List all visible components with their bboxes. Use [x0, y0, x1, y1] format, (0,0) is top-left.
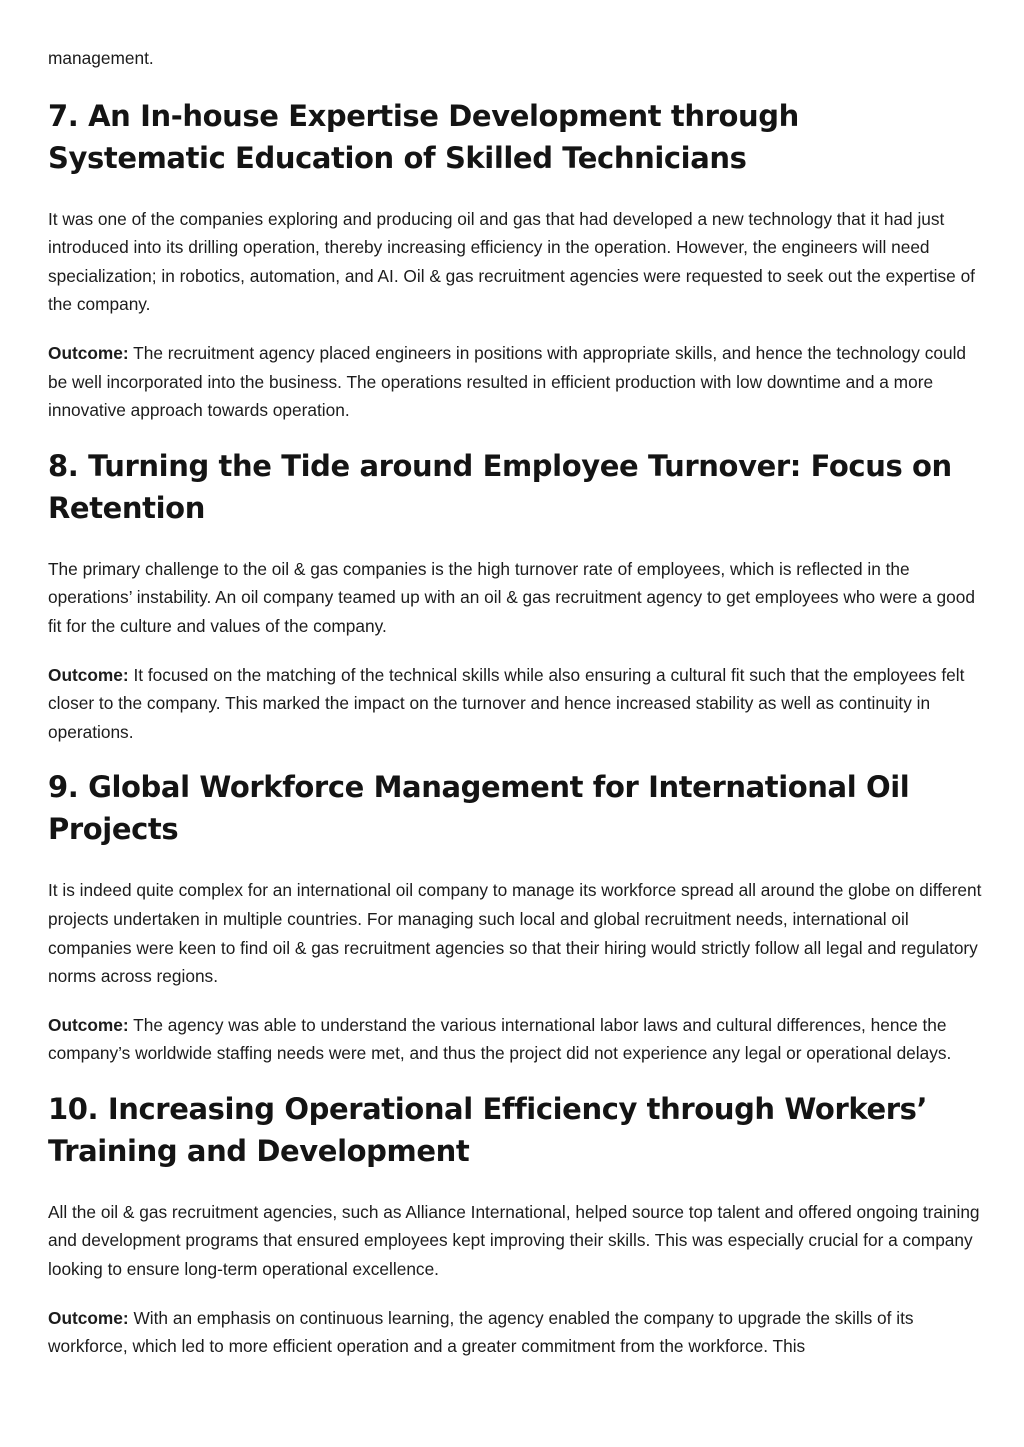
section-body: It is indeed quite complex for an international oil company to manage its workforce spread all around the globe on different projects undertaken in multiple countries. For managing such local and global recruitment needs, international oil companies were keen to find oil & gas recruitment agencies so that their hiring would strictly follow all legal and regulatory norms across regions.: [48, 880, 982, 987]
outcome-label: Outcome:: [48, 1014, 129, 1035]
section-body: The primary challenge to the oil & gas companies is the high turnover rate of employees, which is reflected in the operations’ instability. An oil company teamed up with an oil & gas recruitment agency to get employees who were a good fit for the culture and values of the company.: [48, 558, 975, 636]
section-10: [48, 1088, 983, 1361]
outcome-label: Outcome:: [48, 342, 129, 363]
section-heading: 7. An In-house Expertise Development through Systematic Education of Skilled Technicians: [48, 98, 799, 175]
section-outcome: [48, 1011, 983, 1068]
section-body: It was one of the companies exploring and producing oil and gas that had developed a new technology that it had just introduced into its drilling operation, thereby increasing efficiency in the operation. However, the engineers will need specialization; in robotics, automation, and AI. Oil & gas recruitment agencies were requested to seek out the expertise of the company.: [48, 208, 975, 315]
section-outcome: [48, 339, 983, 425]
outcome-label: Outcome:: [48, 664, 129, 685]
outcome-text: The agency was able to understand the various international labor laws and cultural differences, hence the company’s worldwide staffing needs were met, and thus the project did not experience any legal or operational delays.: [48, 1014, 952, 1064]
section-heading: 8. Turning the Tide around Employee Turnover: Focus on Retention: [48, 448, 952, 525]
section-8: [48, 445, 983, 747]
section-heading: 9. Global Workforce Management for International Oil Projects: [48, 770, 910, 847]
section-7: [48, 95, 983, 425]
intro-fragment: management.: [48, 48, 154, 68]
section-9: [48, 766, 983, 1068]
section-outcome: [48, 1304, 983, 1361]
document-page: [48, 44, 983, 1381]
section-body: All the oil & gas recruitment agencies, such as Alliance International, helped source top talent and offered ongoing training and development programs that ensured employees kept improving their skills. This was especially crucial for a company looking to ensure long-term operational excellence.: [48, 1201, 980, 1280]
outcome-text: It focused on the matching of the technical skills while also ensuring a cultural fit such that the employees felt closer to the company. This marked the impact on the turnover and hence increased stability as well as continuity in operations.: [48, 664, 965, 742]
outcome-text: The recruitment agency placed engineers in positions with appropriate skills, and hence the technology could be well incorporated into the business. The operations resulted in efficient production with low downtime and a more innovative approach towards operation.: [48, 342, 967, 421]
section-outcome: [48, 661, 983, 747]
outcome-label: Outcome:: [48, 1307, 129, 1328]
outcome-text: With an emphasis on continuous learning, the agency enabled the company to upgrade the skills of its workforce, which led to more efficient operation and a greater commitment from the workforce. This: [48, 1307, 914, 1357]
section-heading: 10. Increasing Operational Efficiency through Workers’ Training and Development: [48, 1091, 928, 1168]
